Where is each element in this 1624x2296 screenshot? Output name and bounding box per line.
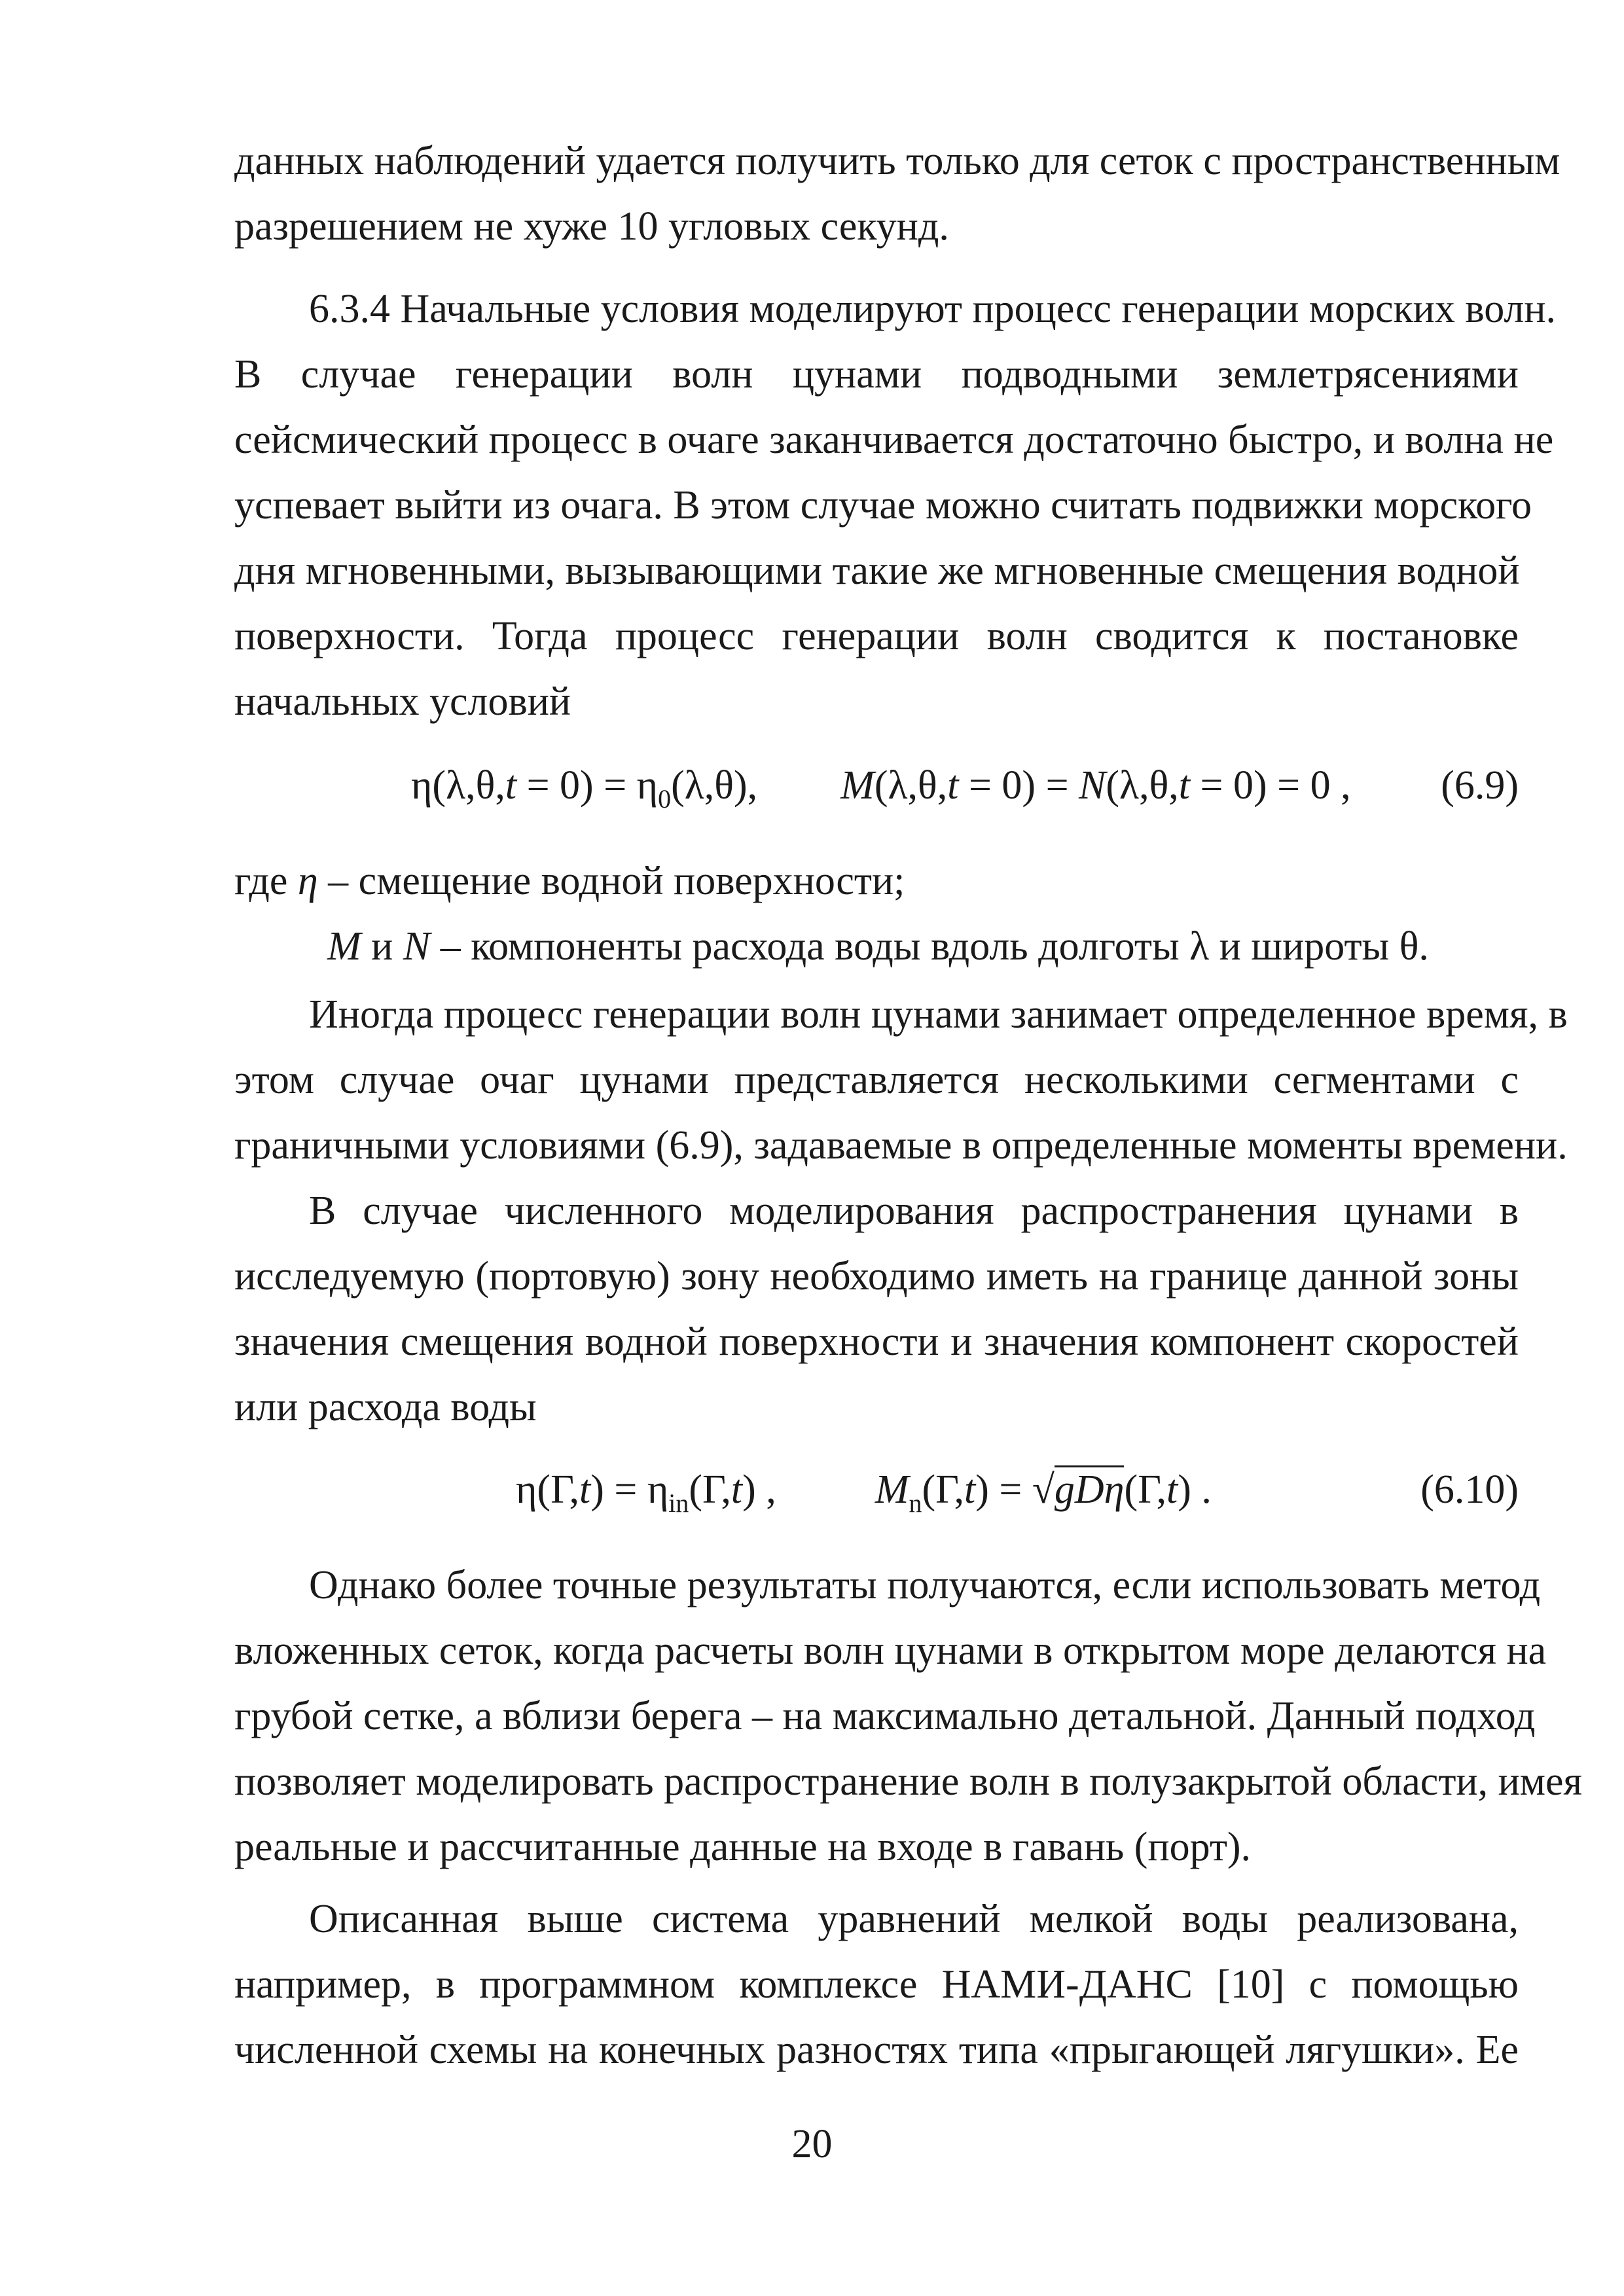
paragraph-line: 6.3.4 Начальные условия моделируют процесс генерации морских волн. xyxy=(309,287,1557,331)
paragraph-line: этом случае очаг цунами представляется несколькими сегментами с xyxy=(234,1058,1519,1102)
paragraph-line: Иногда процесс генерации волн цунами занимает определенное время, в xyxy=(309,992,1568,1037)
sqrt-symbol: √ xyxy=(1032,1467,1055,1512)
paragraph-line: поверхности. Тогда процесс генерации волн сводится к постановке xyxy=(234,614,1519,658)
paragraph-line: Однако более точные результаты получаются, если использовать метод xyxy=(309,1563,1541,1607)
paragraph-line: M и N – компоненты расхода воды вдоль долготы λ и широты θ. xyxy=(327,924,1429,969)
paragraph-line: успевает выйти из очага. В этом случае можно считать подвижки морского xyxy=(234,483,1532,528)
paragraph-line: значения смещения водной поверхности и значения компонент скоростей xyxy=(234,1319,1519,1364)
paragraph-line: В случае численного моделирования распространения цунами в xyxy=(309,1189,1519,1233)
paragraph-line: данных наблюдений удается получить только для сеток с пространственным xyxy=(234,139,1561,183)
paragraph-line: где η – смещение водной поверхности; xyxy=(234,859,905,903)
paragraph-line: разрешением не хуже 10 угловых секунд. xyxy=(234,204,949,249)
equation-number: (6.9) xyxy=(1441,763,1519,808)
paragraph-line: дня мгновенными, вызывающими такие же мгновенные смещения водной xyxy=(234,548,1520,593)
paragraph-line: Описанная выше система уравнений мелкой воды реализована, xyxy=(309,1897,1519,1941)
paragraph-line: реальные и рассчитанные данные на входе в гавань (порт). xyxy=(234,1825,1252,1869)
paragraph-line: исследуемую (портовую) зону необходимо иметь на границе данной зоны xyxy=(234,1254,1519,1299)
page-number: 20 xyxy=(791,2122,833,2166)
paragraph-line: например, в программном комплексе НАМИ-ДАНС [10] с помощью xyxy=(234,1962,1519,2007)
paragraph-line: вложенных сеток, когда расчеты волн цунами в открытом море делаются на xyxy=(234,1628,1547,1673)
paragraph-line: позволяет моделировать распространение волн в полузакрытой области, имея xyxy=(234,1759,1583,1804)
paragraph-line: сейсмический процесс в очаге заканчивается достаточно быстро, и волна не xyxy=(234,418,1554,462)
equation-6-10: $\eta(\Gamma,t) = \eta_{in}(\Gamma,t)$ , $M_n(\Gamma,t) = √gD\eta(\Gamma,t)$ . xyxy=(516,1463,1212,1520)
paragraph-line: или расхода воды xyxy=(234,1385,537,1429)
paragraph-line: граничными условиями (6.9), задаваемые в определенные моменты времени. xyxy=(234,1123,1568,1168)
paragraph-line: В случае генерации волн цунами подводными землетрясениями xyxy=(234,352,1519,397)
sqrt-radicand: gDη xyxy=(1055,1465,1125,1512)
paragraph-line: численной схемы на конечных разностях типа «прыгающей лягушки». Ее xyxy=(234,2028,1519,2072)
equation-6-9: $\eta(\lambda,\theta,t = 0) = \eta_0(\lambda,\theta)$, M(λ,θ,t = 0) = N(λ,θ,t = 0) = 0 , xyxy=(411,763,1351,814)
equation-number: (6.10) xyxy=(1420,1467,1519,1512)
paragraph-line: начальных условий xyxy=(234,679,571,724)
paragraph-line: грубой сетке, а вблизи берега – на максимально детальной. Данный подход xyxy=(234,1694,1536,1738)
